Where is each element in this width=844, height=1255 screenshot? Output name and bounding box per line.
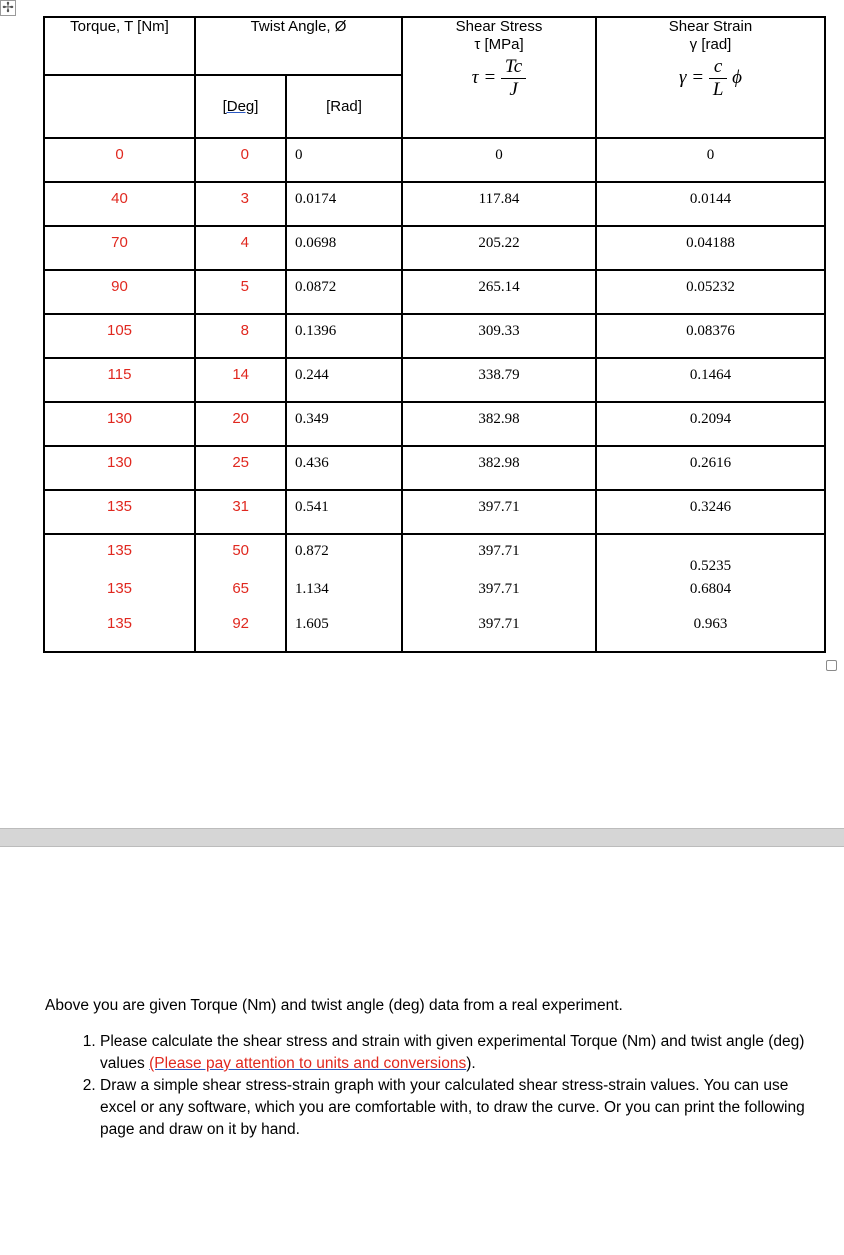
cell-torque: 135 bbox=[44, 534, 195, 578]
cell-deg: 25 bbox=[195, 446, 286, 490]
header-twist-angle: Twist Angle, Ø bbox=[195, 17, 402, 75]
header-shear-strain bbox=[596, 17, 825, 138]
shear-stress-title: Shear Stress bbox=[455, 18, 543, 35]
cell-shear-stress: 382.98 bbox=[402, 402, 596, 446]
table-row bbox=[44, 402, 825, 446]
cell-rad: 0.0174 bbox=[286, 182, 402, 226]
cell-torque: 135 bbox=[44, 614, 195, 652]
shear-strain-title: Shear Strain bbox=[668, 18, 753, 35]
cell-rad: 0.1396 bbox=[286, 314, 402, 358]
cell-torque: 70 bbox=[44, 226, 195, 270]
header-torque-blank bbox=[44, 75, 195, 138]
cell-deg: 3 bbox=[195, 182, 286, 226]
cell-shear-strain: 0.0144 bbox=[596, 182, 825, 226]
cell-shear-strain: 0.963 bbox=[596, 614, 825, 652]
cell-rad: 0.349 bbox=[286, 402, 402, 446]
cell-rad: 0.541 bbox=[286, 490, 402, 534]
cell-deg: 50 bbox=[195, 534, 286, 578]
cell-deg: 5 bbox=[195, 270, 286, 314]
cell-torque: 135 bbox=[44, 578, 195, 614]
cell-shear-strain: 0 bbox=[596, 138, 825, 182]
instructions bbox=[45, 995, 815, 1141]
cell-torque: 135 bbox=[44, 490, 195, 534]
instructions-list bbox=[45, 1031, 815, 1141]
cell-shear-stress: 397.71 bbox=[402, 490, 596, 534]
cell-shear-strain: 0.05232 bbox=[596, 270, 825, 314]
table-row bbox=[44, 614, 825, 652]
cell-shear-strain: 0.2616 bbox=[596, 446, 825, 490]
cell-shear-strain: 0.2094 bbox=[596, 402, 825, 446]
table-row bbox=[44, 534, 825, 578]
cell-shear-stress: 397.71 bbox=[402, 614, 596, 652]
table-row bbox=[44, 314, 825, 358]
header-rad: [Rad] bbox=[286, 75, 402, 138]
cell-torque: 115 bbox=[44, 358, 195, 402]
cell-shear-strain: 0.5235 bbox=[596, 534, 825, 578]
table-row bbox=[44, 490, 825, 534]
cell-deg: 4 bbox=[195, 226, 286, 270]
cell-deg: 20 bbox=[195, 402, 286, 446]
header-shear-stress bbox=[402, 17, 596, 138]
header-deg: [Deg] bbox=[195, 75, 286, 138]
header-torque: Torque, T [Nm] bbox=[44, 17, 195, 75]
table-row bbox=[44, 358, 825, 402]
cell-rad: 1.605 bbox=[286, 614, 402, 652]
cell-shear-strain: 0.04188 bbox=[596, 226, 825, 270]
table-body bbox=[44, 138, 825, 652]
instruction-item-1: 1. Please calculate the shear stress and strain with given experimental Torque (Nm) and twist angle (deg) values (Please pay attention to units and conversions). bbox=[100, 1031, 815, 1075]
cell-deg: 65 bbox=[195, 578, 286, 614]
shear-stress-formula: τ = $\frac{Tc}{J}$ bbox=[403, 56, 595, 101]
table-row bbox=[44, 578, 825, 614]
cell-shear-strain: 0.6804 bbox=[596, 578, 825, 614]
table-row bbox=[44, 270, 825, 314]
table-row bbox=[44, 446, 825, 490]
cell-torque: 130 bbox=[44, 446, 195, 490]
instructions-intro: Above you are given Torque (Nm) and twist angle (deg) data from a real experiment. bbox=[45, 997, 623, 1014]
shear-strain-unit: γ [rad] bbox=[689, 36, 732, 53]
table-row bbox=[44, 182, 825, 226]
cell-deg: 31 bbox=[195, 490, 286, 534]
cell-rad: 0 bbox=[286, 138, 402, 182]
cell-rad: 0.0872 bbox=[286, 270, 402, 314]
table-row bbox=[44, 138, 825, 182]
cell-rad: 1.134 bbox=[286, 578, 402, 614]
cell-shear-stress: 382.98 bbox=[402, 446, 596, 490]
cell-shear-stress: 265.14 bbox=[402, 270, 596, 314]
conversion-note: (Please pay attention to units and conversions bbox=[149, 1055, 467, 1072]
cell-deg: 8 bbox=[195, 314, 286, 358]
cell-torque: 0 bbox=[44, 138, 195, 182]
cell-shear-stress: 338.79 bbox=[402, 358, 596, 402]
cell-torque: 105 bbox=[44, 314, 195, 358]
cell-torque: 90 bbox=[44, 270, 195, 314]
cell-rad: 0.0698 bbox=[286, 226, 402, 270]
cell-shear-stress: 397.71 bbox=[402, 534, 596, 578]
shear-strain-formula: γ = $\frac{c}{L}$ ϕ bbox=[679, 56, 742, 100]
page-break-separator bbox=[0, 828, 844, 847]
cell-deg: 14 bbox=[195, 358, 286, 402]
cell-torque: 40 bbox=[44, 182, 195, 226]
cell-shear-stress: 117.84 bbox=[402, 182, 596, 226]
table-row bbox=[44, 226, 825, 270]
cell-shear-stress: 309.33 bbox=[402, 314, 596, 358]
cell-deg: 0 bbox=[195, 138, 286, 182]
instruction-item-2: 2. Draw a simple shear stress-strain graph with your calculated shear stress-strain values. You can use excel or any software, which you are comfortable with, to draw the curve. Or you can print the following page and draw on it by hand. bbox=[100, 1075, 815, 1141]
table-move-handle-icon[interactable]: ✢ bbox=[0, 0, 16, 16]
cell-shear-stress: 0 bbox=[402, 138, 596, 182]
cell-deg: 92 bbox=[195, 614, 286, 652]
cell-shear-strain: 0.1464 bbox=[596, 358, 825, 402]
cell-shear-stress: 205.22 bbox=[402, 226, 596, 270]
data-table bbox=[43, 16, 826, 653]
cell-shear-strain: 0.08376 bbox=[596, 314, 825, 358]
cell-shear-strain: 0.3246 bbox=[596, 490, 825, 534]
cell-torque: 130 bbox=[44, 402, 195, 446]
cell-rad: 0.436 bbox=[286, 446, 402, 490]
cell-rad: 0.244 bbox=[286, 358, 402, 402]
cell-rad: 0.872 bbox=[286, 534, 402, 578]
table-resize-handle-icon[interactable] bbox=[826, 660, 837, 671]
cell-shear-stress: 397.71 bbox=[402, 578, 596, 614]
shear-stress-unit: τ [MPa] bbox=[474, 36, 524, 53]
